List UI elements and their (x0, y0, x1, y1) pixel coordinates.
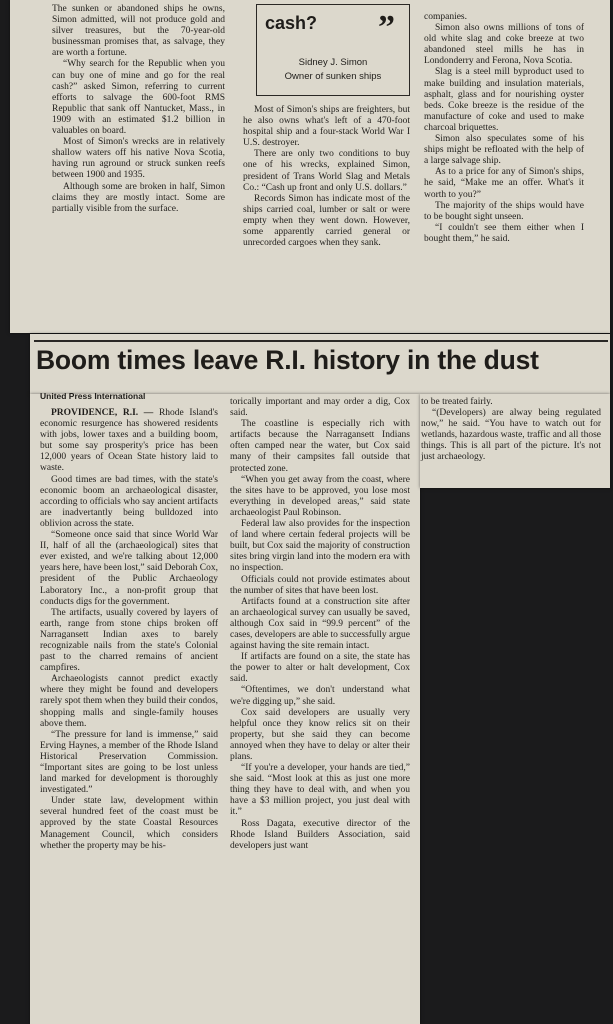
paragraph: “I couldn't see them either when I bought them,” he said. (424, 222, 584, 244)
top-story-column-3 (424, 12, 584, 245)
dateline: PROVIDENCE, R.I. — (51, 408, 154, 418)
paragraph: Ross Dagata, executive director of the Rhode Island Builders Association, said developers just want (230, 818, 410, 851)
paragraph: Federal law also provides for the inspection of land where certain federal projects will be built, but Cox said the majority of construction sites bring virgin land into the modern era with no inspection. (230, 519, 410, 574)
paragraph: The artifacts, usually covered by layers of earth, range from stone chips broken off Narragansett Indian axes to barely recognizable nails from the state's Colonial past to the charred remains of ancient campfires. (40, 607, 218, 674)
paragraph: companies. (424, 12, 468, 22)
paragraph: Simon also speculates some of his ships might be refloated with the help of a large salvage ship. (424, 134, 584, 167)
paragraph: If artifacts are found on a site, the state has the power to alter or halt development, Cox said. (230, 652, 410, 685)
main-story-column-1 (40, 408, 218, 852)
top-story-column-1 (52, 4, 225, 215)
paragraph: Artifacts found at a construction site after an archaeological survey can usually be saved, although Cox said in “99.9 percent” of the cases, developers are able to successfully argue against having the site remain intact. (230, 596, 410, 652)
paragraph: There are only two conditions to buy one of his wrecks, explained Simon, president of Trans World Slag and Metals Co.: “Cash up front and only U.S. dollars.” (243, 149, 410, 193)
paragraph: As to a price for any of Simon's ships, he said, “Make me an offer. What's it worth to you?” (424, 167, 584, 200)
quote-mark-icon: ” (378, 9, 395, 46)
paragraph: Most of Simon's wrecks are in relatively shallow waters off his native Nova Scotia, having run aground or struck sunken reefs between 1900 and 1935. (52, 137, 225, 181)
main-story-column-3 (421, 397, 601, 464)
pull-quote-role: Owner of sunken ships (284, 71, 382, 82)
paragraph: Under state law, development within several hundred feet of the coast must be approved by the state Coastal Resources Management Council, which considers whether the property may be his- (40, 796, 218, 851)
pull-quote-attribution: Sidney J. Simon (298, 57, 368, 68)
paragraph: “Why search for the Republic when you can buy one of mine and go for the real cash?” asked Simon, referring to current efforts to salvage the 600-foot RMS Republic that sank off Nantucket, Mass., in 1909 with an estimated $1.2 billion in valuables on board. (52, 59, 225, 137)
paragraph: The sunken or abandoned ships he owns, Simon admitted, will not produce gold and silver treasures, but the 70-year-old businessman promises that, as salvage, they are worth a fortune. (52, 4, 225, 59)
paragraph: Good times are bad times, with the state's economic boom an archaeological disaster, according to officials who say ancient artifacts are inadvertantly being bulldozed into oblivion across the state. (40, 474, 218, 529)
paragraph: The majority of the ships would have to be bought sight unseen. (424, 200, 584, 222)
pull-quote (256, 4, 410, 96)
paragraph: “When you get away from the coast, where the sites have to be approved, you lose most everything in developed areas,” said state archaeologist Paul Robinson. (230, 474, 410, 518)
paragraph: Officials could not provide estimates about the number of sites that have been lost. (230, 574, 410, 596)
paragraph: “If you're a developer, your hands are tied,” she said. “Most look at this as just one more thing they have to deal with, and when you have a $3 million project, you just deal with it.” (230, 763, 410, 818)
main-story-column-2 (230, 397, 410, 852)
lead-text: Rhode Island's economic resurgence has showered residents with jobs, lower taxes and a building boom, but some say prosperity's price has been 12,000 years of Ocean State history laid to waste. (40, 408, 218, 474)
paragraph: Although some are broken in half, Simon claims they are mostly intact. Some are partially visible from the surface. (52, 181, 225, 214)
top-story-column-2 (243, 105, 410, 249)
paragraph: torically important and may order a dig, Cox said. (230, 397, 410, 419)
paragraph: to be treated fairly. (421, 397, 493, 407)
paragraph: The coastline is especially rich with artifacts because the Narragansett Indians often camped near the water, but Cox said many of their campsites fall outside that protected zone. (230, 419, 410, 474)
pull-quote-text: cash? (265, 13, 318, 33)
divider-rule (34, 340, 608, 342)
paragraph: “Oftentimes, we don't understand what we're digging up,” she said. (230, 685, 410, 707)
lead-paragraph (40, 408, 218, 475)
paragraph: “Someone once said that since World War II, half of all the (archaeological) sites that ever existed, and we're talking about 12,000 years here, have been lost,” said Deborah Cox, president of the Public Archaeology Laboratory Inc., a non-profit group that conducts digs for the government. (40, 530, 218, 607)
paragraph: “(Developers) are alway being regulated now,” he said. “You have to watch out for wetlands, hazardous waste, traffic and all those things. This is all part of the picture. It's not just archaeology. (421, 408, 601, 463)
paragraph: Most of Simon's ships are freighters, but he also owns what's left of a 470-foot hospital ship and a four-stack World War I U.S. destroyer. (243, 105, 410, 149)
paragraph: “The pressure for land is immense,” said Erving Haynes, a member of the Rhode Island Historical Preservation Commission. “Important sites are going to be lost unless land marked for development is thoroughly investigated.” (40, 729, 218, 796)
paragraph: Records Simon has indicate most of the ships carried coal, lumber or salt or were empty when they went down. However, some apparently carried general or unrecorded cargoes when they sank. (243, 193, 410, 249)
paragraph: Archaeologists cannot predict exactly where they might be found and developers rarely spot them when they build their condos, shopping malls and single-family houses above them. (40, 674, 218, 729)
headline: Boom times leave R.I. history in the dust (36, 345, 539, 375)
paragraph: Simon also owns millions of tons of old white slag and coke breeze at two abandoned steel mills he has in Londonderry and Ferona, Nova Scotia. (424, 23, 584, 67)
byline: United Press International (40, 391, 146, 401)
paragraph: Cox said developers are usually very helpful once they know relics sit on their property, but she said they can become annoyed when they have to delay or alter their plans. (230, 707, 410, 762)
paragraph: Slag is a steel mill byproduct used to make building and insulation materials, asphalt, glass and for nourishing oyster beds. Coke breeze is the residue of the manufacture of coke and used to make charcoal briquettes. (424, 67, 584, 133)
